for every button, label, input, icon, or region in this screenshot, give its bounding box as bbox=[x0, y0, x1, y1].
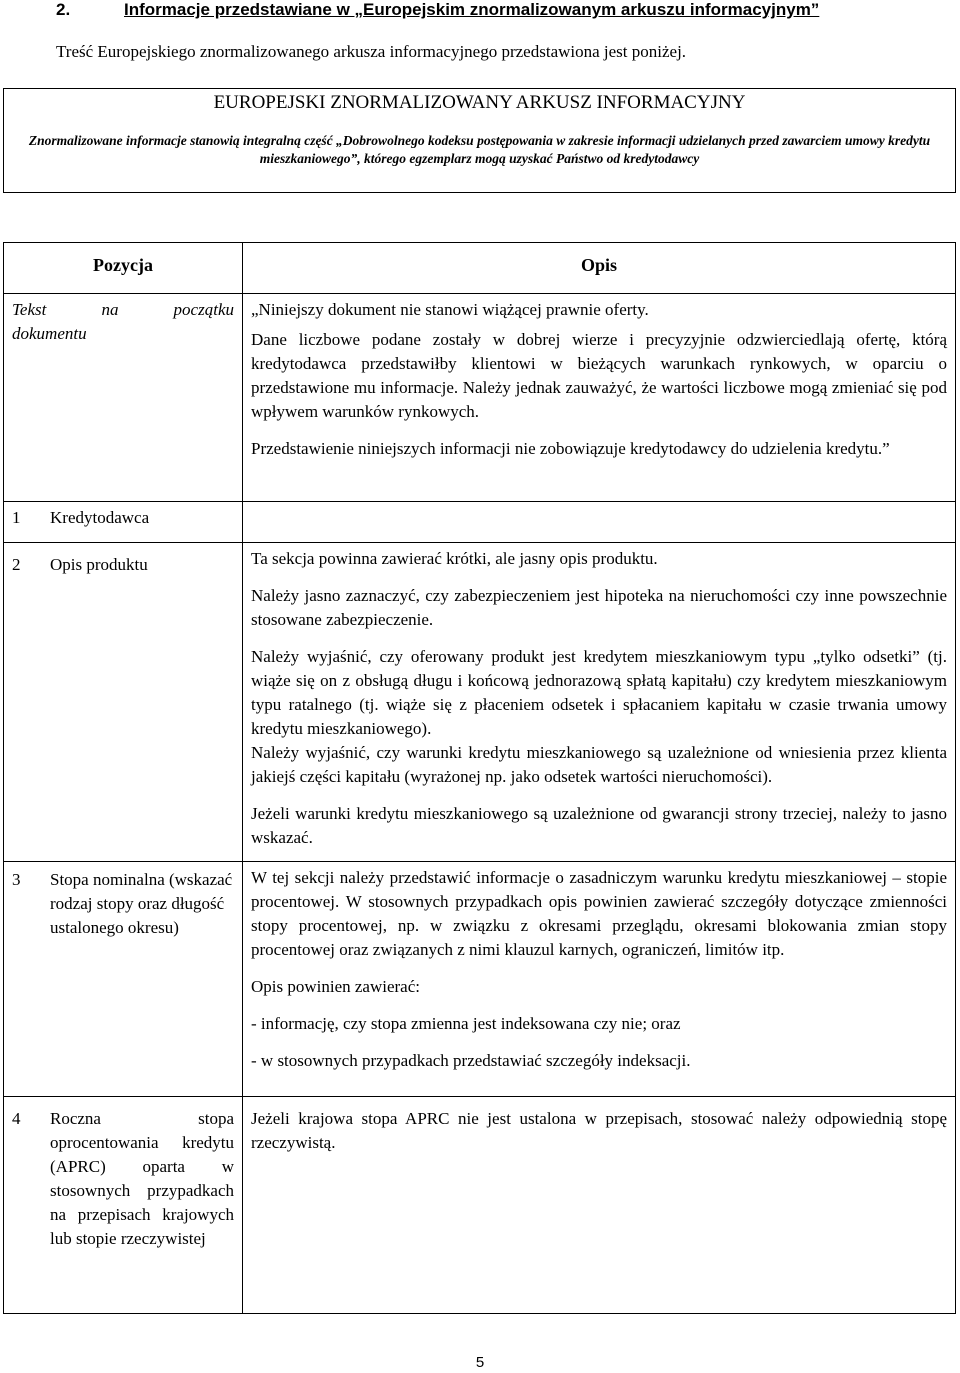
row-description: Ta sekcja powinna zawierać krótki, ale jasny opis produktu. Należy jasno zaznaczyć, czy zabezpieczeniem jest hipoteka na nieruchomości czy inne powszechnie stosowane zabezpieczenie. Należy wyjaśnić, czy oferowany produkt jest kredytem mieszkaniowym typu „tylko odsetki” (tj. wiąże się on z obsługą długu i końcową jednorazową spłatą kapitału) czy kredytem mieszkaniowym typu ratalnego (tj. wiąże się z płaceniem odsetek i spłacaniem kapitału w czasie trwania umowy kredytu mieszkaniowego). Należy wyjaśnić, czy warunki kredytu mieszkaniowego są uzależnione od wniesienia przez klienta jakiejś części kapitału (wyrażonej np. jako odsetek wartości nieruchomości). Jeżeli warunki kredytu mieszkaniowego są uzależnione od gwarancji strony trzeciej, należy to jasno wskazać. bbox=[243, 543, 956, 862]
row-description bbox=[243, 502, 956, 543]
intro-text: Treść Europejskiego znormalizowanego arkusza informacyjnego przedstawiona jest poniżej. bbox=[56, 42, 687, 61]
info-sheet-subtitle: Znormalizowane informacje stanowią integralną część „Dobrowolnego kodeksu postępowania w zakresie informacji udzielanych przed zawarciem umowy kredytu mieszkaniowego”, którego egzemplarz mogą uzyskać Państwo od kredytodawcy bbox=[28, 133, 931, 166]
row-label: 1 Kredytodawca bbox=[12, 508, 150, 527]
row-description: W tej sekcji należy przedstawić informacje o zasadniczym warunku kredytu mieszkaniowej – stopie procentowej. W stosownych przypadkach opis powinien zawierać szczegóły dotyczące zmienności stopy procentowej, np. w związku z okresami przeglądu, okresami blokowania zmian stopy procentowej oraz związanych z nimi klauzul karnych, ograniczeń, limitów itp. Opis powinien zawierać: - informację, czy stopa zmienna jest indeksowana czy nie; oraz - w stosownych przypadkach przedstawiać szczegóły indeksacji. bbox=[243, 862, 956, 1097]
header-position: Pozycja bbox=[4, 243, 243, 294]
table-row bbox=[4, 862, 956, 1097]
row-label: Tekst na początku dokumentu bbox=[12, 300, 234, 343]
row-label: 3 Stopa nominalna (wskazać rodzaj stopy oraz długość ustalonego okresu) bbox=[12, 870, 233, 937]
section-title: Informacje przedstawiane w „Europejskim znormalizowanym arkuszu informacyjnym” bbox=[124, 0, 820, 19]
row-label: 2 Opis produktu bbox=[12, 555, 148, 574]
table-row bbox=[4, 1097, 956, 1314]
info-table bbox=[3, 242, 956, 1314]
table-header-row bbox=[4, 243, 956, 294]
section-heading bbox=[56, 0, 819, 20]
header-description: Opis bbox=[243, 243, 956, 294]
row-label: 4 Roczna stopa oprocentowania kredytu (APRC) oparta w stosownych przypadkach na przepisach krajowych lub stopie rzeczywistej bbox=[12, 1109, 234, 1248]
info-sheet-title: EUROPEJSKI ZNORMALIZOWANY ARKUSZ INFORMACYJNY bbox=[213, 92, 746, 113]
table-row bbox=[4, 543, 956, 862]
section-number: 2. bbox=[56, 0, 71, 19]
page-number: 5 bbox=[475, 1354, 485, 1371]
info-sheet-box bbox=[3, 88, 956, 193]
row-description: Jeżeli krajowa stopa APRC nie jest ustalona w przepisach, stosować należy odpowiednią stopę rzeczywistą. bbox=[243, 1097, 956, 1314]
row-description: „Niniejszy dokument nie stanowi wiążącej prawnie oferty. Dane liczbowe podane zostały w dobrej wierze i precyzyjnie odzwierciedlają ofertę, którą kredytodawca przedstawiłby klientowi w bieżących warunkach rynkowych, w oparciu o przedstawione mu informacje. Należy jednak zauważyć, że wartości liczbowe mogą zmieniać się pod wpływem warunków rynkowych. Przedstawienie niniejszych informacji nie zobowiązuje kredytodawcy do udzielenia kredytu.” bbox=[243, 294, 956, 502]
table-row bbox=[4, 294, 956, 502]
table-row bbox=[4, 502, 956, 543]
